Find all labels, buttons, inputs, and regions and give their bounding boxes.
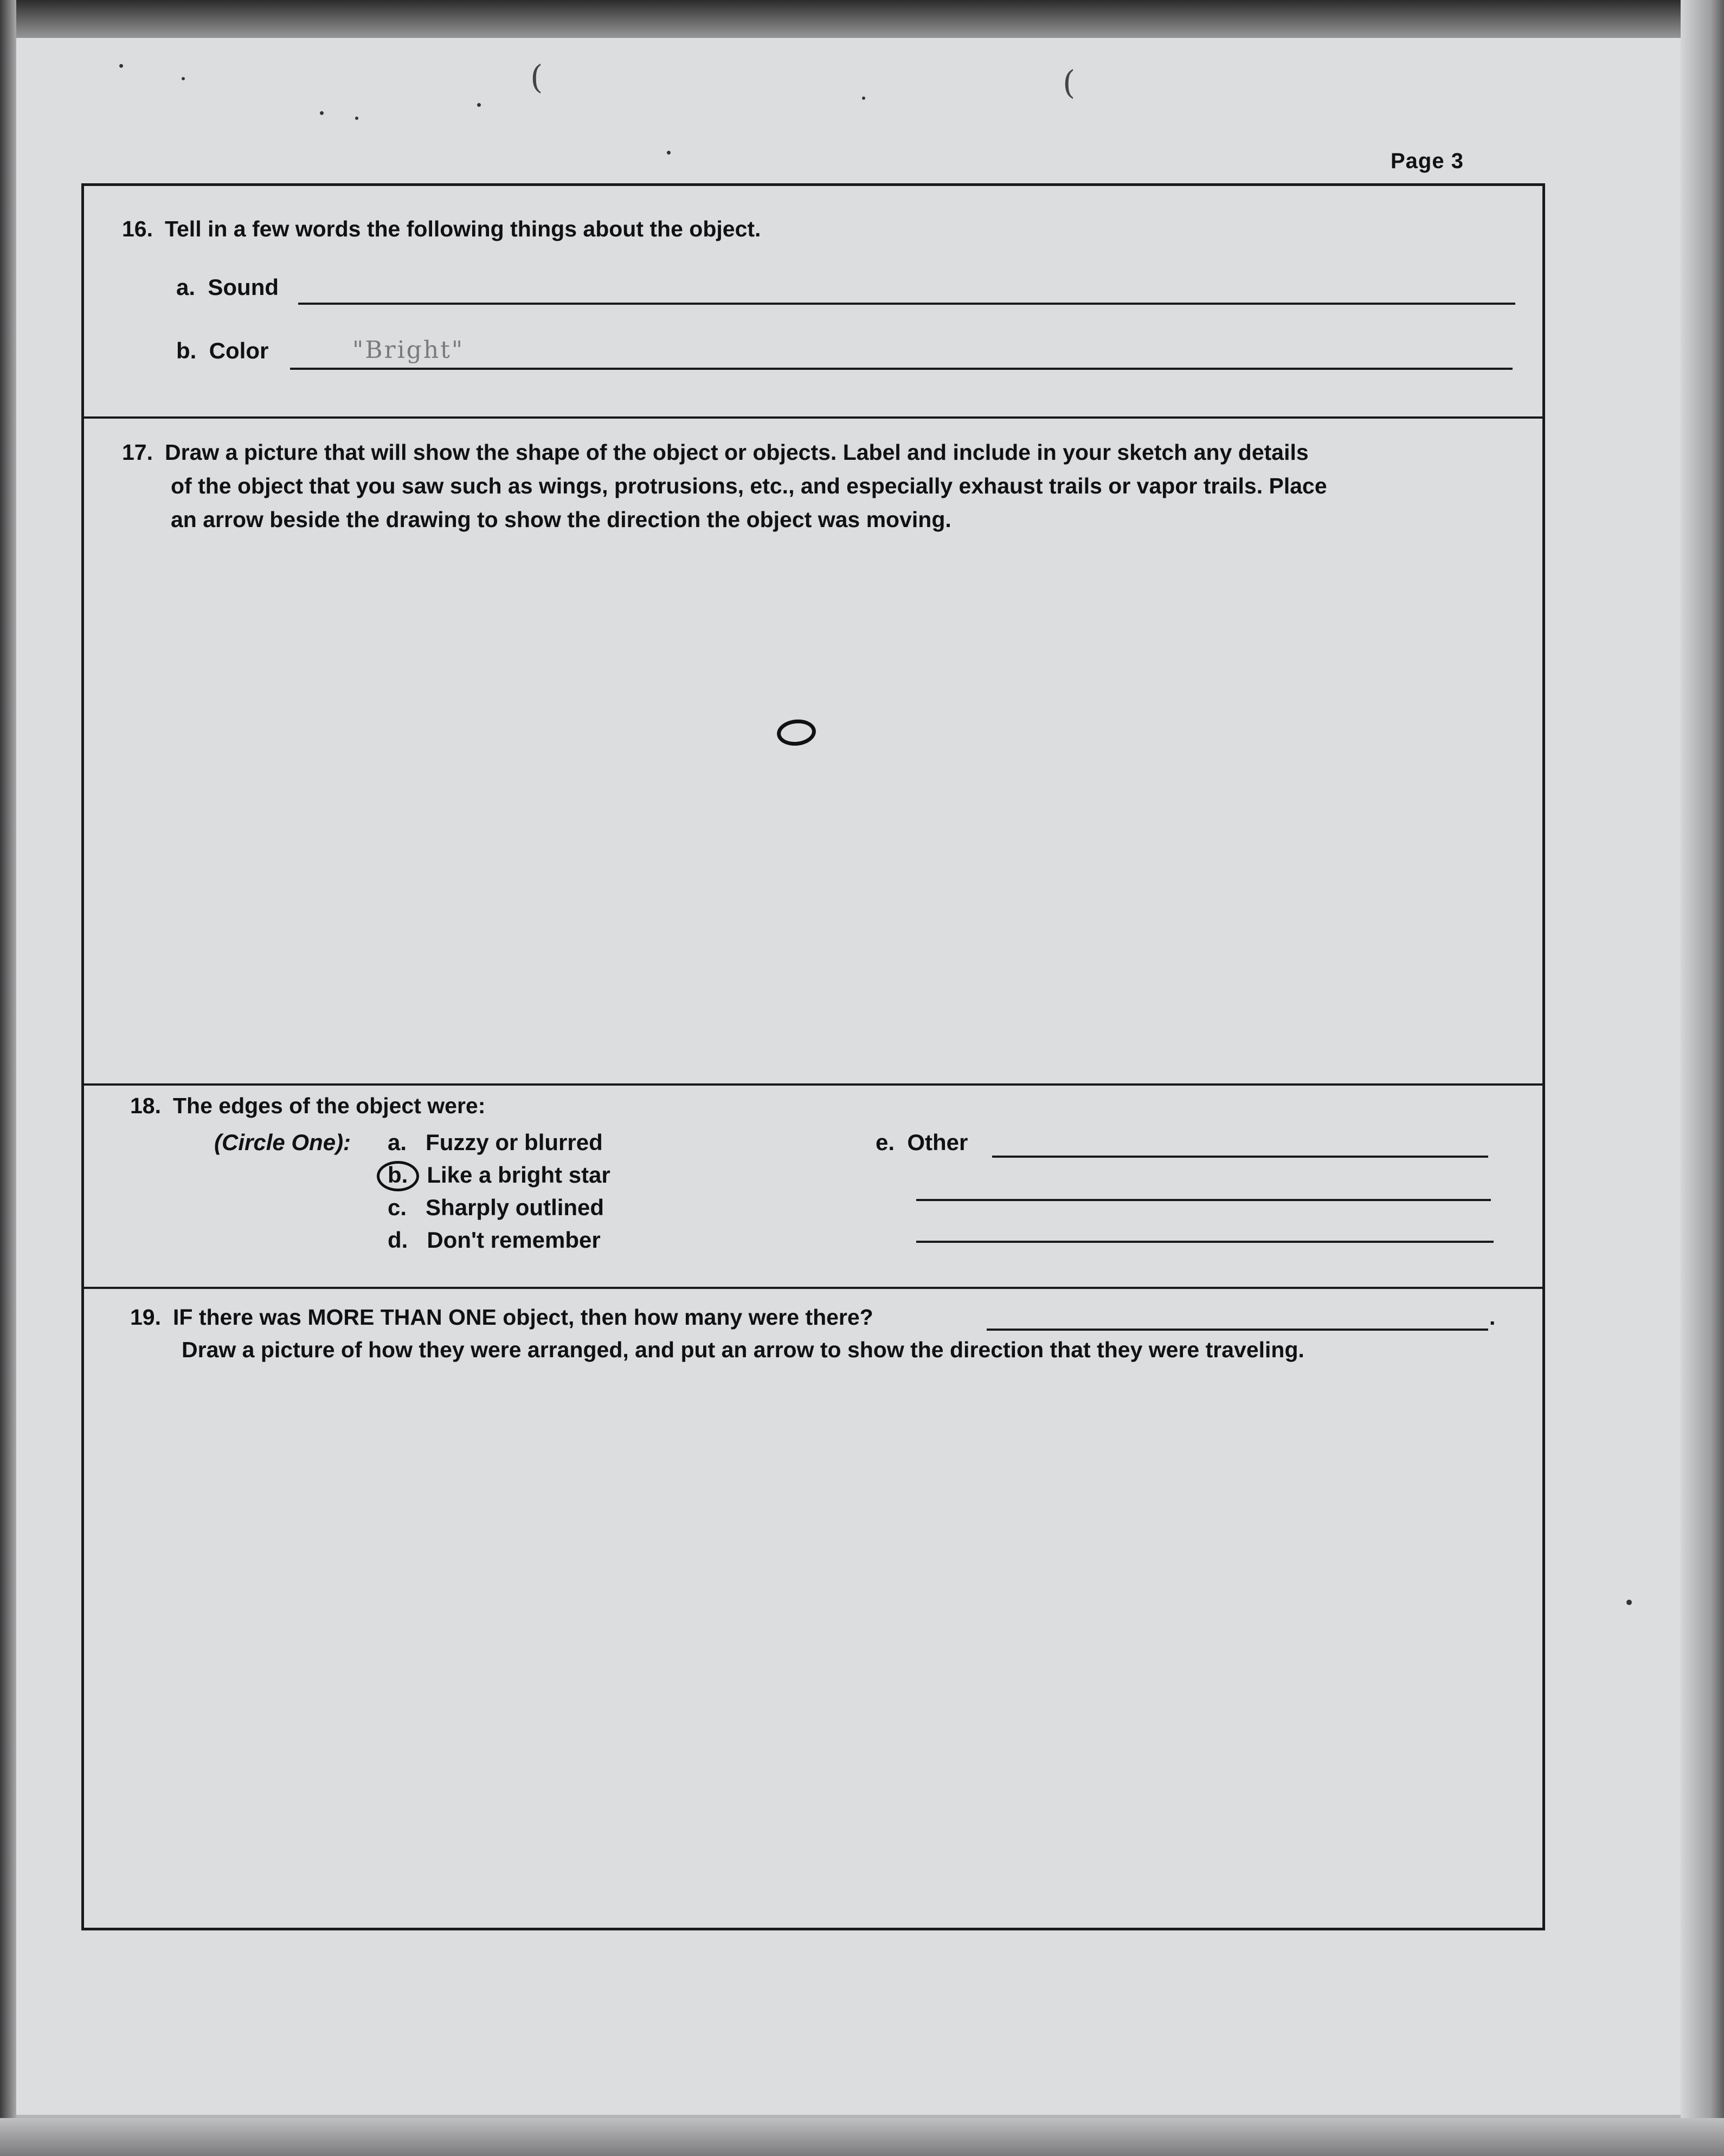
- scan-speck: [862, 97, 865, 100]
- other-field-line-2[interactable]: [916, 1199, 1491, 1201]
- option-d-text: Don't remember: [427, 1227, 601, 1253]
- questionnaire-form: [81, 183, 1545, 1930]
- q16-prompt: [122, 212, 761, 246]
- question-17: [84, 419, 1542, 1083]
- question-19: [84, 1289, 1542, 1929]
- scan-speck: [355, 117, 358, 120]
- scan-left-edge: [0, 0, 16, 2156]
- divider-17-18: [84, 1083, 1542, 1086]
- color-letter: b.: [176, 338, 197, 363]
- other-label: Other: [907, 1130, 968, 1155]
- scan-speck: [320, 111, 324, 115]
- q16-number: 16.: [122, 216, 153, 241]
- page-number: Page 3: [1391, 149, 1464, 173]
- sound-field[interactable]: [298, 303, 1515, 305]
- other-field-line-1[interactable]: [992, 1156, 1488, 1158]
- scan-speck: [1626, 1600, 1632, 1605]
- option-d-letter: d.: [388, 1227, 408, 1253]
- q17-prompt: [122, 435, 1309, 469]
- edge-option-other: [876, 1130, 968, 1156]
- divider-18-19: [84, 1287, 1542, 1289]
- question-18: [84, 1086, 1542, 1292]
- q19-line-1-end: .: [1489, 1305, 1496, 1330]
- scan-speck: [119, 64, 123, 68]
- edge-option-d[interactable]: [388, 1227, 601, 1253]
- other-field-line-3[interactable]: [916, 1241, 1494, 1243]
- other-letter: e.: [876, 1130, 895, 1155]
- q17-line-3: an arrow beside the drawing to show the direction the object was moving.: [171, 507, 951, 532]
- sound-label: Sound: [208, 274, 279, 300]
- option-c-letter: c.: [388, 1195, 407, 1220]
- q19-number: 19.: [130, 1305, 161, 1330]
- scan-speck: [667, 151, 671, 155]
- circle-one-instruction: (Circle One):: [214, 1130, 351, 1155]
- scan-speck: [182, 77, 185, 80]
- edge-option-c[interactable]: [388, 1195, 604, 1221]
- scan-paren-mark: (: [1063, 64, 1076, 102]
- color-field-label: [176, 338, 268, 364]
- object-count-field[interactable]: [987, 1329, 1488, 1331]
- sound-field-label: [176, 274, 279, 300]
- scan-speck: [477, 103, 481, 107]
- circled-selection-mark: [377, 1161, 419, 1191]
- color-value: "Bright": [352, 336, 465, 364]
- color-field[interactable]: [290, 336, 1513, 370]
- q16-prompt-text: Tell in a few words the following things about the object.: [165, 216, 761, 241]
- option-b-text: Like a bright star: [427, 1162, 610, 1188]
- sound-letter: a.: [176, 274, 196, 300]
- scan-bottom-strip: [0, 2118, 1724, 2156]
- option-a-text: Fuzzy or blurred: [426, 1130, 603, 1155]
- q18-prompt: [130, 1089, 485, 1122]
- option-a-letter: a.: [388, 1130, 407, 1155]
- q19-line-2: Draw a picture of how they were arranged, and put an arrow to show the direction that they were traveling.: [182, 1337, 1304, 1362]
- q19-prompt: [130, 1300, 873, 1334]
- edge-option-a[interactable]: [388, 1130, 603, 1156]
- q18-number: 18.: [130, 1093, 161, 1118]
- q17-line-2: of the object that you saw such as wings, protrusions, etc., and especially exhaust trails or vapor trails. Place: [171, 473, 1327, 498]
- q17-number: 17.: [122, 440, 153, 465]
- color-label: Color: [209, 338, 269, 363]
- option-b-letter: b.: [388, 1162, 408, 1188]
- q19-line-1: IF there was MORE THAN ONE object, then how many were there?: [173, 1305, 873, 1330]
- scan-paren-mark: (: [530, 59, 543, 97]
- q18-prompt-text: The edges of the object were:: [173, 1093, 486, 1118]
- question-16: [84, 186, 1542, 414]
- q17-line-1: Draw a picture that will show the shape of the object or objects. Label and include in your sketch any details: [165, 440, 1309, 465]
- edge-option-b[interactable]: [388, 1162, 610, 1188]
- divider-16-17: [84, 416, 1542, 419]
- option-c-text: Sharply outlined: [426, 1195, 604, 1220]
- scan-right-edge: [1681, 0, 1724, 2156]
